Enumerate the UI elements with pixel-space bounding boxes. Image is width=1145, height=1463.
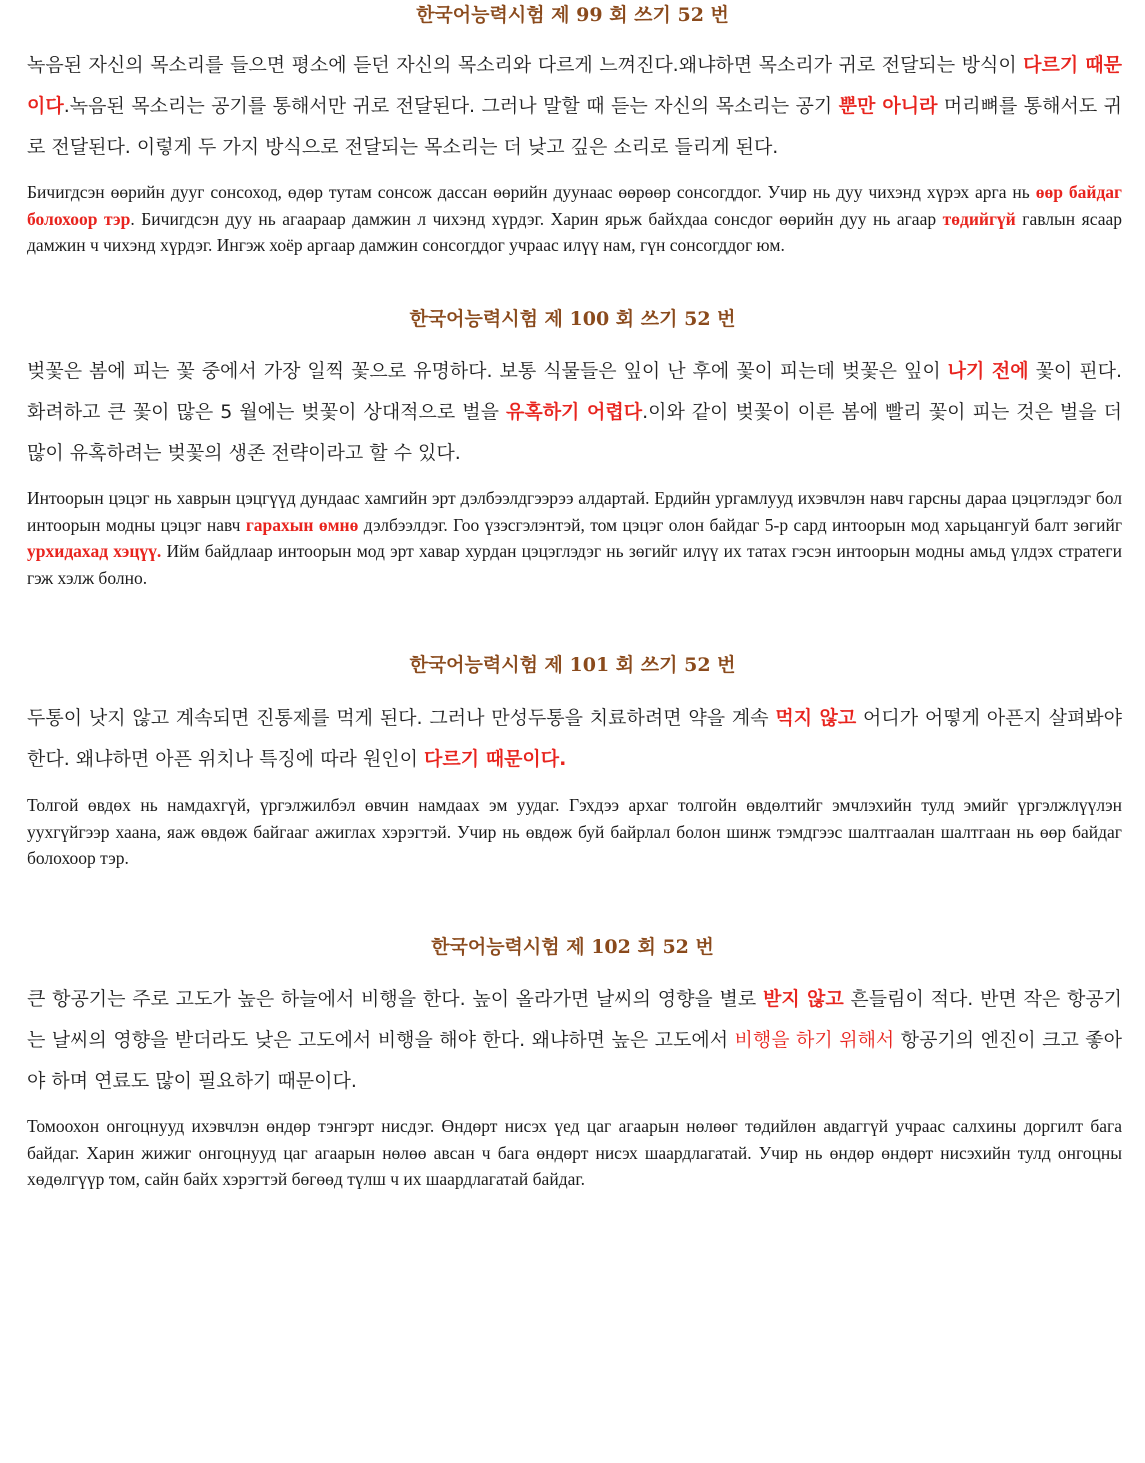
text-run: 벚꽃은 봄에 피는 꽃 중에서 가장 일찍 꽃으로 유명하다. 보통 식물들은 잎이 난 후에 꽃이 피는데 벚꽃은 잎이 (27, 360, 948, 382)
highlighted-text: 받지 않고 (762, 988, 844, 1010)
highlighted-text: гарахын өмнө (245, 514, 359, 535)
highlighted-text: 뿐만 아니라 (838, 95, 938, 117)
text-run: дэлбээлдэг. Гоо үзэсгэлэнтэй, том цэцэг олон байдаг 5-р сард интоорын мод харьцангуй балт зөгийг (358, 514, 1123, 535)
text-run: .녹음된 목소리는 공기를 통해서만 귀로 전달된다. 그러나 말할 때 듣는 자신의 목소리는 공기 (63, 95, 839, 117)
text-run: 큰 항공기는 주로 고도가 높은 하늘에서 비행을 한다. 높이 올라가면 날씨의 영향을 별로 (27, 988, 763, 1010)
text-run: 꽃이 핀다. 화려하고 큰 꽃이 많은 5 월에는 벚꽃이 상대적으로 벌을 (27, 360, 1122, 423)
text-run: 두통이 낫지 않고 계속되면 진통제를 먹게 된다. 그러나 만성두통을 치료하려면 약을 계속 (27, 707, 776, 729)
text-run: 어디가 어떻게 아픈지 살펴봐야 한다. 왜냐하면 아픈 위치나 특징에 따라 원인이 (27, 707, 1123, 770)
highlighted-text: 먹지 않고 (775, 707, 857, 729)
highlighted-text: 비행을 하기 위해서 (734, 1029, 895, 1051)
text-run: 흔들림이 적다. 반면 작은 항공기는 날씨의 영향을 받더라도 낮은 고도에서 비행을 해야 한다. 왜냐하면 높은 고도에서 (27, 988, 1123, 1051)
text-run: Томоохон онгоцнууд ихэвчлэн өндөр тэнгэрт нисдэг. Өндөрт нисэх үед цаг агаарын нөлөөг төдийлөн авдаггүй учраас салхины доргилт бага байдаг. Харин жижиг онгоцнууд цаг агаарын нөлөө авсан ч бага өндөрт нисэх шаардлагатай. Учир нь өндөр өндөрт нисэхийн тулд онгоцны хөдөлгүүр том, сайн байх хэрэгтэй бөгөөд түлш ч их шаардлагатай байдаг. (27, 1116, 1122, 1189)
highlighted-text: 다르기 때문이다 (27, 54, 1122, 117)
mongolian-paragraph (27, 1113, 1122, 1193)
highlighted-text: 다르기 때문이다. (424, 748, 567, 770)
highlighted-text: 유혹하기 어렵다 (505, 401, 643, 423)
mongolian-paragraph (27, 179, 1122, 259)
section-title: 한국어능력시험 제 100 회 쓰기 52 번 (409, 308, 736, 330)
korean-paragraph (27, 351, 1122, 474)
highlighted-text: урхидахад хэцүү. (27, 541, 162, 561)
highlighted-text: 나기 전에 (947, 360, 1029, 382)
section-title: 한국어능력시험 제 102 회 52 번 (431, 936, 714, 958)
highlighted-text: өөр байдаг болохоор тэр (27, 182, 1122, 229)
korean-paragraph (27, 45, 1122, 168)
text-run: .이와 같이 벚꽃이 이른 봄에 빨리 꽃이 피는 것은 벌을 더 많이 유혹하려는 벚꽃의 생존 전략이라고 할 수 있다. (27, 401, 1123, 464)
text-run: Толгой өвдөх нь намдахгүй, үргэлжилбэл өвчин намдаах эм уудаг. Гэхдээ архаг толгойн өвдөлтийг эмчлэхийн тулд эмийг үргэлжлүүлэн уухгүйгээр хаана, яаж өвдөж байгааг ажиглах хэрэгтэй. Учир нь өвдөж буй байрлал болон шинж тэмдгээс шалтгаалан шалтгаан нь өөр байдаг болохоор тэр. (27, 795, 1122, 868)
korean-paragraph (27, 698, 1122, 780)
text-run: 항공기의 엔진이 크고 좋아야 하며 연료도 많이 필요하기 때문이다. (27, 1029, 1122, 1092)
mongolian-paragraph (27, 485, 1122, 591)
text-run: Ийм байдлаар интоорын мод эрт хавар хурдан цэцэглэдэг нь зөгийг илүү их татах гэсэн интоорын модны амьд үлдэх стратеги гэж хэлж болно. (27, 541, 1122, 588)
text-run: Бичигдсэн өөрийн дууг сонсоход, өдөр тутам сонсож дассан өөрийн дуунаас өөрөөр сонсогддог. Учир нь дуу чихэнд хүрэх арга нь (27, 182, 1036, 202)
mongolian-paragraph (27, 792, 1122, 872)
text-run: 머리뼈를 통해서도 귀로 전달된다. 이렇게 두 가지 방식으로 전달되는 목소리는 더 낮고 깊은 소리로 들리게 된다. (27, 95, 1122, 158)
highlighted-text: төдийгүй (942, 208, 1016, 229)
section-title: 한국어능력시험 제 99 회 쓰기 52 번 (416, 4, 729, 26)
section-title: 한국어능력시험 제 101 회 쓰기 52 번 (409, 654, 736, 676)
text-run: гавлын ясаар дамжин ч чихэнд хүрдэг. Ингэж хоёр аргаар дамжин сонсогддог учраас илүү нам, гүн сонсогддог юм. (27, 208, 1122, 255)
korean-paragraph (27, 979, 1122, 1102)
text-run: 녹음된 자신의 목소리를 들으면 평소에 듣던 자신의 목소리와 다르게 느껴진다.왜냐하면 목소리가 귀로 전달되는 방식이 (27, 54, 1024, 76)
text-run: . Бичигдсэн дуу нь агаараар дамжин л чихэнд хүрдэг. Харин ярьж байхдаа сонсдог өөрийн дуу нь агаар (130, 208, 943, 229)
text-run: Интоорын цэцэг нь хаврын цэцгүүд дундаас хамгийн эрт дэлбээлдгээрээ алдартай. Ердийн ургамлууд ихэвчлэн навч гарсны дараа цэцэглэдэг бол интоорын модны цэцэг навч (27, 488, 1122, 535)
